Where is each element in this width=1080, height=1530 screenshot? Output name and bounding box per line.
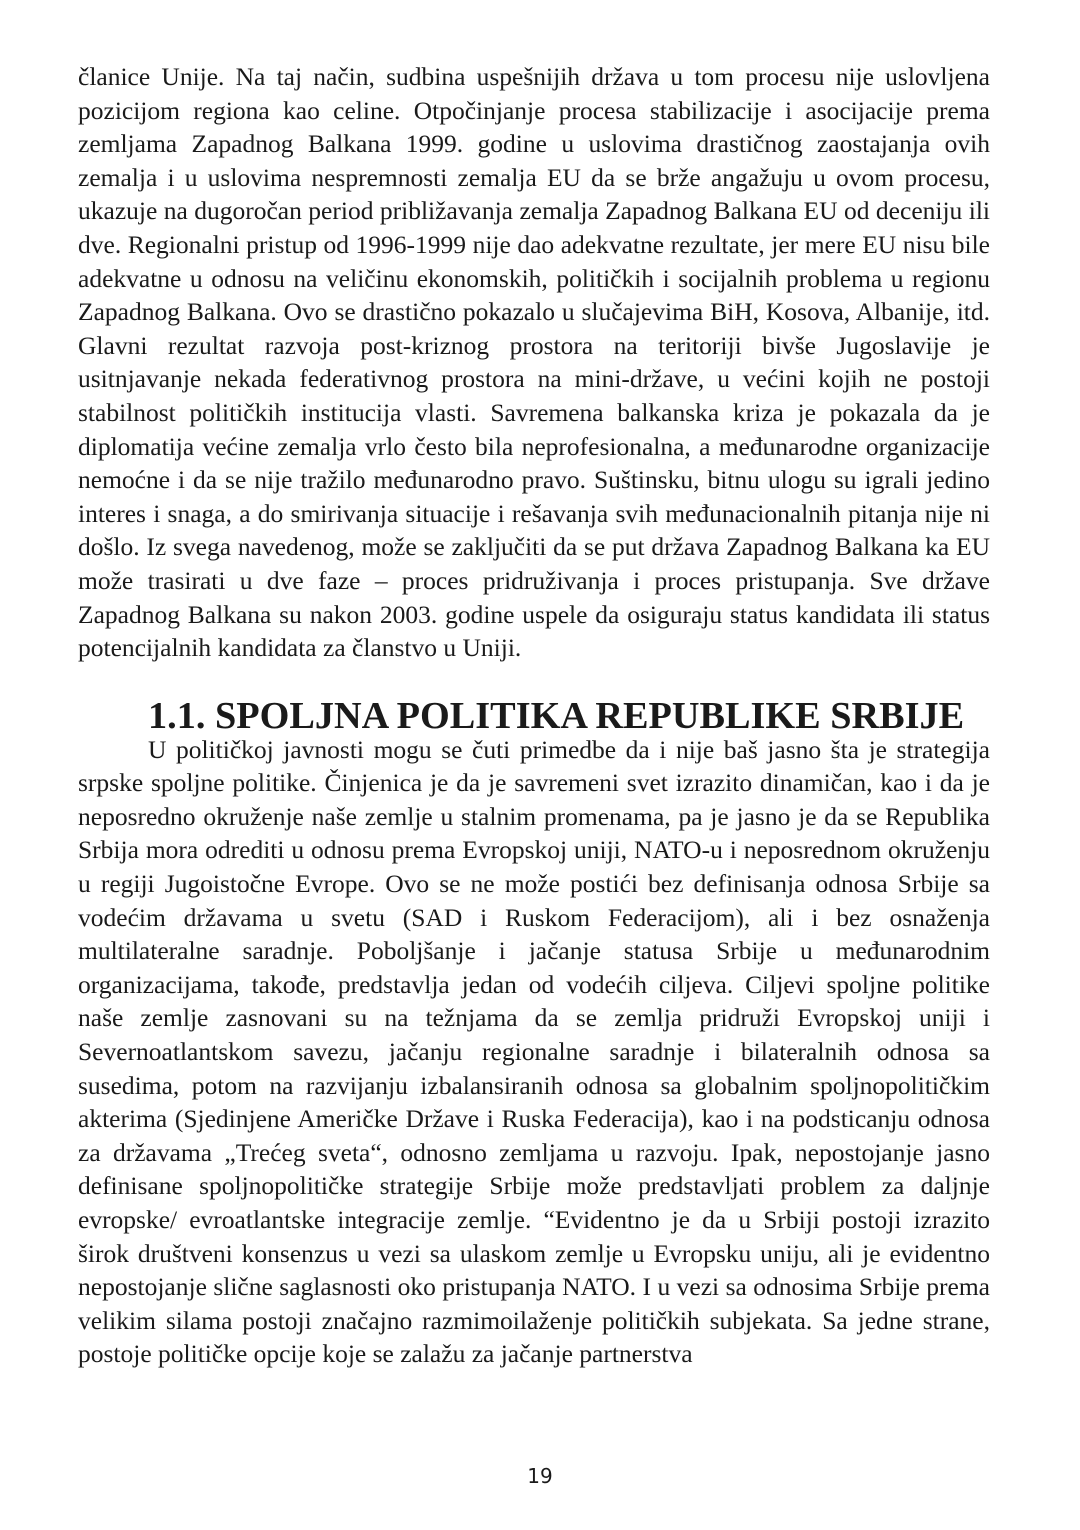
page-number: 19 (527, 1464, 553, 1488)
section-heading: 1.1. SPOLJNA POLITIKA REPUBLIKE SRBIJE (148, 694, 965, 737)
body-paragraph-2: U političkoj javnosti mogu se čuti primedbe da i nije baš jasno šta je strategija srpske spoljne politike. Činjenica je da je savremeni svet izrazito dinamičan, kao i da je neposredno okruženje naše zemlje u stalnim promenama, pa je jasno je da se Republika Srbija mora odrediti u odnosu prema Evropskoj uniji, NATO-u i neposrednom okruženju u regiji Jugoistočne Evrope. Ovo se ne može postići bez definisanja odnosa Srbije sa vodećim državama u svetu (SAD i Ruskom Federacijom), ali i bez osnaženja multilateralne saradnje. Poboljšanje i jačanje statusa Srbije u međunarodnim organizacijama, takođe, predstavlja jedan od vodećih ciljeva. Ciljevi spoljne politike naše zemlje zasnovani su na težnjama da se zemlja pridruži Evropskoj uniji i Severnoatlantskom savezu, jačanju regionalne saradnje i bilateralnih odnosa sa susedima, potom na razvijanju izbalansiranih odnosa sa globalnim spoljnopolitičkim akterima (Sjedinjene Američke Države i Ruska Federacija), kao i na podsticanju odnosa za državama „Trećeg sveta“, odnosno zemljama u razvoju. Ipak, nepostojanje jasno definisane spoljnopolitičke strategije Srbije može predstavljati problem za daljnje evropske/ evroatlantske integracije zemlje. “Evidentno je da u Srbiji postoji izrazito širok društveni konsenzus u vezi sa ulaskom zemlje u Evropsku uniju, ali je evidentno nepostojanje slične saglasnosti oko pristupanja NATO. I u vezi sa odnosima Srbije prema velikim silama postoji značajno razmimoilaženje političkih subjekata. Sa jedne strane, postoje političke opcije koje se zalažu za jačanje partnerstva (78, 734, 990, 1369)
document-page (78, 60, 990, 1371)
body-paragraph-1: članice Unije. Na taj način, sudbina uspešnijih država u tom procesu nije uslovljena pozicijom regiona kao celine. Otpočinjanje procesa stabilizacije i asocijacije prema zemljama Zapadnog Balkana 1999. godine u uslovima drastičnog zaostajanja ovih zemalja i u uslovima nespremnosti zemalja EU da se brže angažuju u ovom procesu, ukazuje na dugoročan period približavanja zemalja Zapadnog Balkana EU od deceniju ili dve. Regionalni pristup od 1996-1999 nije dao adekvatne rezultate, jer mere EU nisu bile adekvatne u odnosu na veličinu ekonomskih, političkih i socijalnih problema u regionu Zapadnog Balkana. Ovo se drastično pokazalo u slučajevima BiH, Kosova, Albanije, itd. Glavni rezultat razvoja post-kriznog prostora na teritoriji bivše Jugoslavije je usitnjavanje nekada federativnog prostora na mini-države, u većini kojih ne postoji stabilnost političkih institucija vlasti. Savremena balkanska kriza je pokazala da je diplomatija većine zemalja vrlo često bila neprofesionalna, a međunarodne organizacije nemoćne i da se nije tražilo međunarodno pravo. Suštinsku, bitnu ulogu su igrali jedino interes i snaga, a do smirivanja situacije i rešavanja svih međunacionalnih pitanja nije ni došlo. Iz svega navedenog, može se zaključiti da se put država Zapadnog Balkana ka EU može trasirati u dve faze – proces pridruživanja i proces pristupanja. Sve države Zapadnog Balkana su nakon 2003. godine uspele da osiguraju status kandidata ili status potencijalnih kandidata za članstvo u Uniji. (78, 62, 990, 663)
